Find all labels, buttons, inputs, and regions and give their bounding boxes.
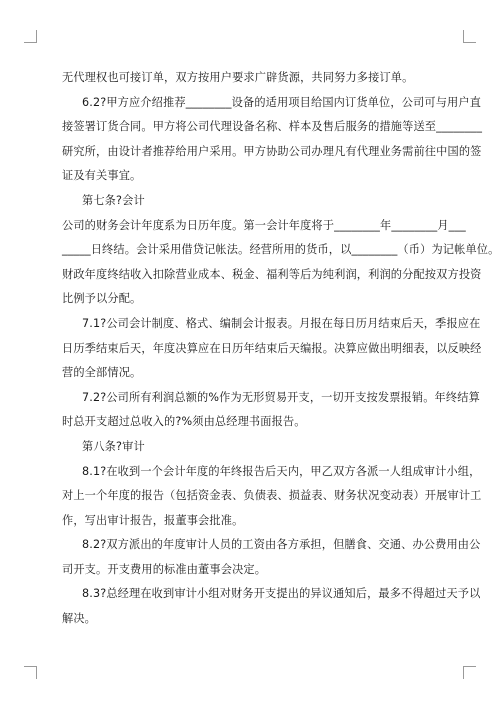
text-line: 日历季结束后天，年度决算应在日历年结束后天编报。决算应做出明细表，以反映经 [62,341,482,355]
text-line: 解决。 [62,612,97,626]
text-line: 研究所，由设计者推荐给用户采用。甲方协助公司办理凡有代理业务需前往中国的签 [62,144,482,158]
text-line: 8.2?双方派出的年度审计人员的工资由各方承担，但膳食、交通、办公费用由公 [82,538,481,552]
text-line: 8.3?总经理在收到审计小组对财务开支提出的异议通知后，最多不得超过天予以 [82,587,481,601]
text-line: 6.2?甲方应介绍推荐________设备的适用项目给国内订货单位，公司可与用户直 [82,95,482,109]
text-line: 财政年度终结收入扣除营业成本、税金、福利等后为纯利润，利润的分配按双方投资 [62,267,482,281]
text-line: 7.1?公司会计制度、格式、编制会计报表。月报在每日历月结束后天，季报应在 [82,316,481,330]
text-line: 7.2?公司所有利润总额的%作为无形贸易开支，一切开支按发票报销。年终结算 [82,390,480,404]
text-line: 接签署订货合同。甲方将公司代理设备名称、样本及售后服务的措施等送至________ [62,120,483,134]
text-line: 无代理权也可接订单，双方按用户要求广辟货源，共同努力多接订单。 [62,71,414,84]
document-body [62,66,500,632]
text-line: 时总开支超过总收入的?%须由总经理书面报告。 [62,415,306,429]
crop-mark-bottom-left [24,666,37,679]
text-line: 公司的财务会计年度系为日历年度。第一会计年度将于________年________月___ [62,218,466,232]
crop-mark-top-left [24,30,37,43]
crop-mark-top-right [463,30,476,43]
text-line: 8.1?在收到一个会计年度的年终报告后天内，甲乙双方各派一人组成审计小组， [82,464,481,478]
section-heading: 第八条?审计 [82,439,145,453]
text-line: 比例予以分配。 [62,292,142,306]
text-line: _____日终结。会计采用借贷记帐法。经营所用的货币，以________（币）为记帐单位。 [62,243,500,257]
section-heading: 第七条?会计 [82,193,145,207]
text-line: 作，写出审计报告，报董事会批准。 [62,513,244,527]
text-line: 司开支。开支费用的标准由董事会决定。 [62,562,267,576]
crop-mark-bottom-right [463,666,476,679]
text-line: 营的全部情况。 [62,366,142,380]
text-line: 证及有关事宜。 [62,169,142,183]
text-line: 对上一个年度的报告（包括资金表、负债表、损益表、财务状况变动表）开展审计工 [62,489,482,503]
